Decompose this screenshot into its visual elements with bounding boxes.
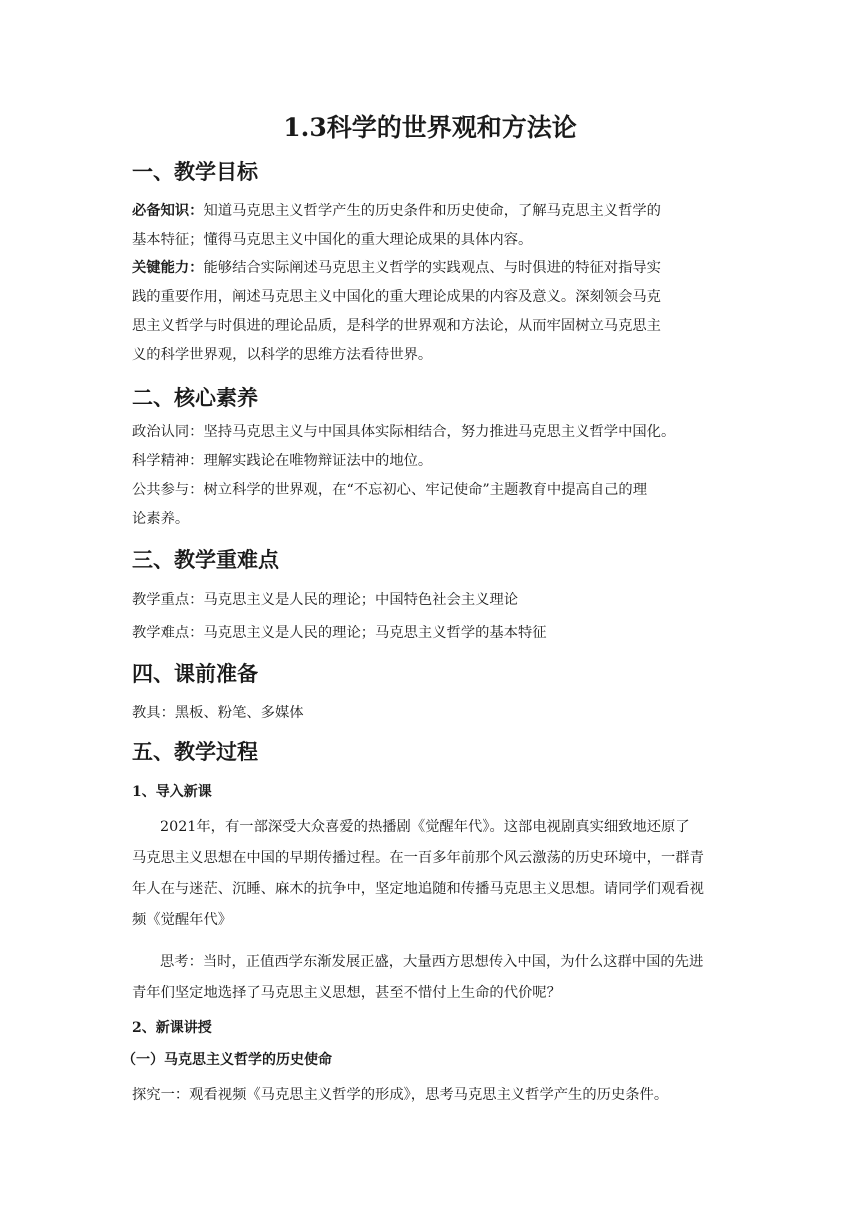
think-line: 青年们坚定地选择了马克思主义思想，甚至不惜付上生命的代价呢？ — [132, 985, 561, 1001]
section-heading-preparation: 四、课前准备 — [132, 661, 258, 686]
ability-line: 思主义哲学与时俱进的理论品质，是科学的世界观和方法论，从而牢固树立马克思主 — [132, 318, 661, 334]
section-heading-literacy: 二、核心素养 — [132, 385, 258, 410]
explore-line: 探究一：观看视频《马克思主义哲学的形成》，思考马克思主义哲学产生的历史条件。 — [132, 1087, 669, 1103]
intro-line: 马克思主义思想在中国的早期传播过程。在一百多年前那个风云激荡的历史环境中，一群青 — [132, 850, 704, 866]
intro-line: 频《觉醒年代》 — [132, 912, 233, 928]
part-heading-history: （一）马克思主义哲学的历史使命 — [122, 1052, 332, 1068]
intro-line: 2021年，有一部深受大众喜爱的热播剧《觉醒年代》。这部电视剧真实细致地还原了 — [160, 819, 690, 835]
section-heading-objectives: 一、教学目标 — [132, 159, 258, 184]
think-line: 思考：当时，正值西学东渐发展正盛，大量西方思想传入中国，为什么这群中国的先进 — [160, 954, 704, 970]
literacy-line: 论素养。 — [132, 511, 190, 527]
knowledge-paragraph — [132, 197, 732, 255]
page-title: 1.3科学的世界观和方法论 — [283, 113, 577, 142]
section-heading-process: 五、教学过程 — [132, 739, 258, 764]
literacy-paragraph — [132, 418, 732, 534]
step-heading-intro: 1、导入新课 — [132, 784, 212, 800]
ability-line: 能够结合实际阐述马克思主义哲学的实践观点、与时俱进的特征对指导实 — [203, 260, 661, 276]
intro-paragraph — [132, 812, 732, 936]
knowledge-line: 基本特征；懂得马克思主义中国化的重大理论成果的具体内容。 — [132, 232, 533, 248]
ability-line: 义的科学世界观，以科学的思维方法看待世界。 — [132, 347, 433, 363]
knowledge-line: 知道马克思主义哲学产生的历史条件和历史使命，了解马克思主义哲学的 — [203, 203, 661, 219]
literacy-line: 政治认同：坚持马克思主义与中国具体实际相结合，努力推进马克思主义哲学中国化。 — [132, 424, 676, 440]
difficult-point-line: 教学难点：马克思主义是人民的理论；马克思主义哲学的基本特征 — [132, 625, 547, 641]
key-point-line: 教学重点：马克思主义是人民的理论；中国特色社会主义理论 — [132, 592, 519, 608]
ability-paragraph — [132, 254, 732, 370]
think-paragraph — [132, 947, 732, 1009]
step-heading-new-lesson: 2、新课讲授 — [132, 1020, 212, 1036]
ability-label: 关键能力： — [132, 260, 204, 276]
literacy-line: 公共参与：树立科学的世界观，在“不忘初心、牢记使命”主题教育中提高自己的理 — [132, 482, 648, 498]
literacy-line: 科学精神：理解实践论在唯物辩证法中的地位。 — [132, 453, 433, 469]
intro-line: 年人在与迷茫、沉睡、麻木的抗争中，坚定地追随和传播马克思主义思想。请同学们观看视 — [132, 881, 704, 897]
tools-line: 教具：黑板、粉笔、多媒体 — [132, 705, 304, 721]
knowledge-label: 必备知识： — [132, 203, 204, 219]
section-heading-key-points: 三、教学重难点 — [132, 547, 279, 572]
ability-line: 践的重要作用，阐述马克思主义中国化的重大理论成果的内容及意义。深刻领会马克 — [132, 289, 661, 305]
